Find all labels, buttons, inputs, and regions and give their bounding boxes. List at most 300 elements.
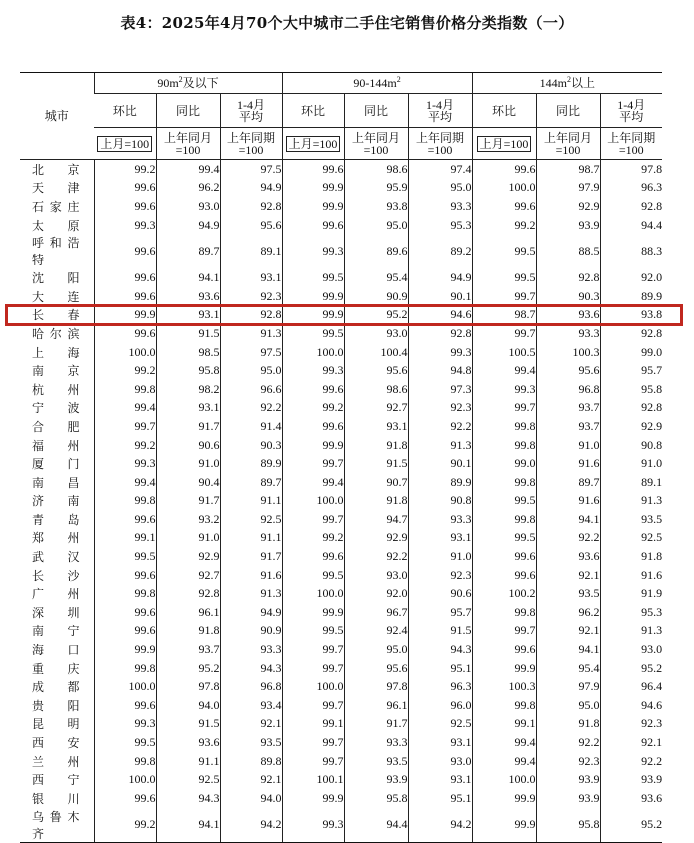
mom-base [282, 128, 344, 160]
index-value-cell: 99.7 [472, 287, 536, 306]
index-value-cell: 93.7 [536, 399, 600, 418]
index-value-cell: 99.4 [94, 399, 156, 418]
index-value-cell: 95.1 [408, 659, 472, 678]
yoy-base-line2: =100 [363, 142, 389, 157]
index-value-cell: 99.8 [94, 380, 156, 399]
index-value-cell: 93.3 [536, 324, 600, 343]
index-value-cell: 92.8 [408, 324, 472, 343]
index-value-cell: 99.6 [282, 160, 344, 179]
table-row [20, 343, 662, 362]
index-value-cell: 99.2 [94, 808, 156, 843]
index-value-cell: 100.0 [282, 343, 344, 362]
index-value-cell: 99.4 [94, 473, 156, 492]
index-value-cell: 92.8 [600, 197, 662, 216]
index-value-cell: 99.8 [472, 696, 536, 715]
index-value-cell: 99.4 [472, 361, 536, 380]
price-index-table [20, 72, 662, 843]
city-name-cell: 济南 [32, 494, 80, 509]
index-value-cell: 97.8 [156, 677, 220, 696]
city-name-cell: 西宁 [32, 773, 80, 788]
city-name-cell: 北京 [32, 162, 80, 177]
yoy-base-line2: =100 [555, 142, 581, 157]
index-value-cell: 92.8 [600, 324, 662, 343]
index-value-cell: 93.1 [408, 733, 472, 752]
index-value-cell: 92.2 [220, 399, 282, 418]
index-value-cell: 95.3 [408, 216, 472, 235]
index-value-cell: 99.5 [472, 234, 536, 268]
group-header-text: 90-144m [353, 76, 397, 90]
index-value-cell: 91.6 [600, 566, 662, 585]
index-value-cell: 89.6 [344, 234, 408, 268]
mom-base-label: 上月=100 [286, 136, 341, 152]
index-value-cell: 100.0 [94, 343, 156, 362]
index-value-cell: 95.6 [536, 361, 600, 380]
index-value-cell: 88.5 [536, 234, 600, 268]
index-value-cell: 98.2 [156, 380, 220, 399]
group-header-sup: 2 [566, 75, 571, 84]
index-value-cell: 99.2 [94, 436, 156, 455]
index-value-cell: 90.9 [344, 287, 408, 306]
group-header-sup: 2 [396, 75, 401, 84]
avg-base-line2: =100 [238, 142, 264, 157]
index-value-cell: 93.6 [600, 789, 662, 808]
index-value-cell: 99.3 [472, 380, 536, 399]
yoy-base [536, 128, 600, 160]
table-row [20, 268, 662, 287]
index-value-cell: 92.3 [536, 752, 600, 771]
city-name-cell: 太原 [32, 218, 80, 233]
city-name-cell: 石家庄 [32, 199, 80, 214]
city-name-cell: 银川 [32, 791, 80, 806]
index-value-cell: 98.7 [536, 160, 600, 179]
index-value-cell: 99.4 [156, 160, 220, 179]
index-value-cell: 99.3 [282, 361, 344, 380]
index-value-cell: 100.0 [94, 677, 156, 696]
index-value-cell: 93.6 [156, 287, 220, 306]
index-value-cell: 99.7 [282, 696, 344, 715]
index-value-cell: 96.2 [156, 179, 220, 198]
city-name-cell: 上海 [32, 345, 80, 360]
index-value-cell: 95.2 [156, 659, 220, 678]
index-value-cell: 89.9 [408, 473, 472, 492]
index-value-cell: 99.6 [472, 566, 536, 585]
index-value-cell: 91.3 [600, 492, 662, 511]
index-value-cell: 99.2 [282, 399, 344, 418]
index-value-cell: 97.5 [220, 160, 282, 179]
avg-header-line2: 平均 [428, 109, 453, 124]
index-value-cell: 91.0 [536, 436, 600, 455]
index-value-cell: 91.3 [408, 436, 472, 455]
index-value-cell: 93.3 [220, 640, 282, 659]
index-value-cell: 99.9 [282, 287, 344, 306]
index-value-cell: 91.5 [344, 454, 408, 473]
index-value-cell: 89.9 [600, 287, 662, 306]
table-row [20, 417, 662, 436]
index-value-cell: 96.3 [600, 179, 662, 198]
table-row [20, 510, 662, 529]
index-value-cell: 90.6 [408, 584, 472, 603]
yoy-base [156, 128, 220, 160]
index-value-cell: 92.9 [536, 197, 600, 216]
index-value-cell: 93.0 [408, 752, 472, 771]
yoy-base-line1: 上年同月 [544, 130, 593, 145]
city-name-cell: 大连 [32, 289, 80, 304]
index-value-cell: 99.2 [472, 216, 536, 235]
index-value-cell: 90.6 [156, 436, 220, 455]
table-row [20, 529, 662, 548]
index-value-cell: 99.6 [94, 179, 156, 198]
index-value-cell: 89.1 [220, 234, 282, 268]
index-value-cell: 95.0 [344, 640, 408, 659]
index-value-cell: 93.1 [344, 417, 408, 436]
index-value-cell: 99.6 [282, 380, 344, 399]
index-value-cell: 99.3 [282, 808, 344, 843]
index-value-cell: 94.1 [156, 808, 220, 843]
index-value-cell: 91.5 [156, 715, 220, 734]
index-value-cell: 100.0 [282, 492, 344, 511]
index-value-cell: 93.9 [344, 770, 408, 789]
index-value-cell: 99.7 [282, 510, 344, 529]
yoy-base-line1: 上年同月 [163, 130, 212, 145]
group-header-suffix: 以上 [570, 76, 595, 90]
table-row [20, 622, 662, 641]
index-value-cell: 94.3 [156, 789, 220, 808]
index-value-cell: 93.6 [156, 733, 220, 752]
index-value-cell: 93.9 [536, 789, 600, 808]
index-value-cell: 91.9 [600, 584, 662, 603]
index-value-cell: 91.7 [344, 715, 408, 734]
city-name-cell: 合肥 [32, 419, 80, 434]
city-name-cell: 青岛 [32, 512, 80, 527]
table-row [20, 160, 662, 179]
table-row [20, 179, 662, 198]
group-header-suffix: 及以下 [182, 76, 219, 90]
index-value-cell: 99.8 [472, 603, 536, 622]
index-value-cell: 94.2 [220, 808, 282, 843]
index-value-cell: 93.4 [220, 696, 282, 715]
table-row [20, 566, 662, 585]
index-value-cell: 94.4 [600, 216, 662, 235]
index-value-cell: 92.5 [220, 510, 282, 529]
index-value-cell: 99.9 [282, 179, 344, 198]
index-value-cell: 92.7 [344, 399, 408, 418]
city-name-cell: 天津 [32, 181, 80, 196]
index-value-cell: 89.9 [220, 454, 282, 473]
index-value-cell: 99.5 [472, 529, 536, 548]
index-value-cell: 90.9 [220, 622, 282, 641]
index-value-cell: 99.8 [94, 492, 156, 511]
index-value-cell: 95.2 [600, 808, 662, 843]
index-value-cell: 99.2 [94, 160, 156, 179]
index-value-cell: 99.8 [94, 584, 156, 603]
index-value-cell: 95.6 [344, 361, 408, 380]
index-value-cell: 99.0 [472, 454, 536, 473]
table-row [20, 733, 662, 752]
index-value-cell: 91.6 [536, 492, 600, 511]
index-value-cell: 100.2 [472, 584, 536, 603]
index-value-cell: 99.9 [282, 789, 344, 808]
index-value-cell: 94.0 [156, 696, 220, 715]
index-value-cell: 94.9 [220, 603, 282, 622]
avg-base-line2: =100 [618, 142, 644, 157]
index-value-cell: 91.4 [220, 417, 282, 436]
index-value-cell: 99.3 [94, 715, 156, 734]
index-value-cell: 91.8 [344, 492, 408, 511]
index-value-cell: 91.3 [600, 622, 662, 641]
index-value-cell: 92.3 [408, 399, 472, 418]
city-name-cell: 西安 [32, 736, 80, 751]
index-value-cell: 89.8 [220, 752, 282, 771]
index-value-cell: 91.1 [156, 752, 220, 771]
index-value-cell: 99.6 [472, 640, 536, 659]
avg-base [600, 128, 662, 160]
index-value-cell: 93.5 [536, 584, 600, 603]
index-value-cell: 91.7 [220, 547, 282, 566]
group-header-text: 90m [157, 76, 179, 90]
index-value-cell: 91.6 [536, 454, 600, 473]
avg-header [408, 94, 472, 128]
index-value-cell: 99.6 [282, 216, 344, 235]
index-value-cell: 94.9 [408, 268, 472, 287]
avg-base [220, 128, 282, 160]
yoy-header: 同比 [156, 94, 220, 128]
index-value-cell: 99.5 [94, 547, 156, 566]
table-row [20, 584, 662, 603]
index-value-cell: 99.8 [472, 473, 536, 492]
index-value-cell: 90.1 [408, 454, 472, 473]
index-value-cell: 100.4 [344, 343, 408, 362]
index-value-cell: 95.8 [600, 380, 662, 399]
index-value-cell: 99.6 [94, 696, 156, 715]
index-value-cell: 99.7 [472, 399, 536, 418]
table-row [20, 696, 662, 715]
table-row [20, 361, 662, 380]
index-value-cell: 92.2 [536, 529, 600, 548]
index-value-cell: 92.8 [220, 306, 282, 325]
index-value-cell: 99.6 [94, 234, 156, 268]
index-value-cell: 92.9 [156, 547, 220, 566]
index-value-cell: 92.1 [220, 770, 282, 789]
avg-header-line1: 1-4月 [426, 97, 455, 112]
index-value-cell: 95.3 [600, 603, 662, 622]
index-value-cell: 91.7 [156, 417, 220, 436]
index-value-cell: 99.4 [472, 733, 536, 752]
mom-base-label: 上月=100 [97, 136, 152, 152]
index-value-cell: 96.2 [536, 603, 600, 622]
index-value-cell: 92.5 [408, 715, 472, 734]
avg-base-line1: 上年同期 [607, 130, 656, 145]
index-value-cell: 99.2 [94, 361, 156, 380]
index-value-cell: 99.9 [282, 197, 344, 216]
index-value-cell: 90.3 [220, 436, 282, 455]
index-value-cell: 95.8 [156, 361, 220, 380]
index-value-cell: 99.8 [472, 436, 536, 455]
table-row [20, 770, 662, 789]
mom-header: 环比 [472, 94, 536, 128]
index-value-cell: 99.7 [282, 454, 344, 473]
table-row [20, 547, 662, 566]
city-name-cell: 昆明 [32, 717, 80, 732]
index-value-cell: 97.8 [600, 160, 662, 179]
index-value-cell: 96.8 [536, 380, 600, 399]
index-value-cell: 90.4 [156, 473, 220, 492]
city-name-cell: 长春 [32, 308, 80, 323]
table-row [20, 436, 662, 455]
index-value-cell: 92.4 [344, 622, 408, 641]
index-value-cell: 93.0 [600, 640, 662, 659]
index-value-cell: 98.6 [344, 160, 408, 179]
index-value-cell: 92.2 [408, 417, 472, 436]
avg-base-line1: 上年同期 [416, 130, 465, 145]
index-value-cell: 91.7 [156, 492, 220, 511]
index-value-cell: 94.8 [408, 361, 472, 380]
city-name-cell: 呼和浩特 [32, 236, 80, 268]
index-value-cell: 96.3 [408, 677, 472, 696]
index-value-cell: 99.6 [472, 547, 536, 566]
table-row [20, 677, 662, 696]
index-value-cell: 91.0 [408, 547, 472, 566]
index-value-cell: 93.3 [408, 510, 472, 529]
index-value-cell: 99.0 [600, 343, 662, 362]
index-value-cell: 99.3 [94, 216, 156, 235]
table-row [20, 715, 662, 734]
index-value-cell: 99.8 [94, 659, 156, 678]
table-body [20, 160, 662, 843]
index-value-cell: 92.1 [220, 715, 282, 734]
index-value-cell: 92.2 [536, 733, 600, 752]
table-row [20, 752, 662, 771]
index-value-cell: 100.1 [282, 770, 344, 789]
index-value-cell: 99.6 [94, 287, 156, 306]
index-value-cell: 96.0 [408, 696, 472, 715]
index-value-cell: 92.7 [156, 566, 220, 585]
index-value-cell: 99.7 [282, 733, 344, 752]
index-value-cell: 99.6 [94, 510, 156, 529]
index-value-cell: 90.7 [344, 473, 408, 492]
table-header [20, 73, 662, 160]
index-value-cell: 96.8 [220, 677, 282, 696]
index-value-cell: 99.6 [282, 547, 344, 566]
index-value-cell: 99.6 [94, 268, 156, 287]
index-value-cell: 93.1 [156, 399, 220, 418]
index-value-cell: 99.7 [472, 622, 536, 641]
city-name-cell: 武汉 [32, 550, 80, 565]
index-value-cell: 92.2 [344, 547, 408, 566]
index-value-cell: 99.8 [94, 752, 156, 771]
index-value-cell: 99.7 [282, 640, 344, 659]
index-value-cell: 99.6 [94, 622, 156, 641]
table-row [20, 454, 662, 473]
index-value-cell: 95.0 [220, 361, 282, 380]
index-value-cell: 95.4 [344, 268, 408, 287]
index-value-cell: 94.6 [600, 696, 662, 715]
city-name-cell: 长沙 [32, 568, 80, 583]
index-value-cell: 99.6 [94, 789, 156, 808]
index-value-cell: 93.7 [156, 640, 220, 659]
index-value-cell: 93.9 [536, 216, 600, 235]
avg-header [220, 94, 282, 128]
index-value-cell: 92.1 [536, 566, 600, 585]
index-value-cell: 93.2 [156, 510, 220, 529]
index-value-cell: 100.3 [536, 343, 600, 362]
index-value-cell: 92.9 [600, 417, 662, 436]
index-value-cell: 91.8 [600, 547, 662, 566]
index-value-cell: 99.3 [282, 234, 344, 268]
index-value-cell: 94.3 [408, 640, 472, 659]
table-row [20, 287, 662, 306]
index-value-cell: 92.2 [600, 752, 662, 771]
index-value-cell: 89.2 [408, 234, 472, 268]
index-value-cell: 92.9 [344, 529, 408, 548]
index-value-cell: 99.4 [282, 473, 344, 492]
city-name-cell: 海口 [32, 643, 80, 658]
index-value-cell: 97.8 [344, 677, 408, 696]
index-value-cell: 91.0 [156, 529, 220, 548]
index-value-cell: 91.5 [156, 324, 220, 343]
index-value-cell: 94.1 [536, 510, 600, 529]
index-value-cell: 91.0 [600, 454, 662, 473]
index-value-cell: 99.1 [472, 715, 536, 734]
city-name-cell: 成都 [32, 680, 80, 695]
index-value-cell: 91.8 [536, 715, 600, 734]
city-name-cell: 贵阳 [32, 698, 80, 713]
table-row [20, 603, 662, 622]
index-value-cell: 89.7 [156, 234, 220, 268]
index-value-cell: 93.7 [536, 417, 600, 436]
group-header-text: 144m [539, 76, 567, 90]
index-value-cell: 93.1 [220, 268, 282, 287]
index-value-cell: 99.5 [282, 566, 344, 585]
index-value-cell: 99.6 [282, 417, 344, 436]
index-value-cell: 91.3 [220, 584, 282, 603]
index-value-cell: 92.8 [220, 197, 282, 216]
avg-header-line1: 1-4月 [237, 97, 265, 112]
city-name-cell: 深圳 [32, 605, 80, 620]
index-value-cell: 99.8 [472, 417, 536, 436]
table-row [20, 234, 662, 268]
index-value-cell: 100.0 [472, 179, 536, 198]
index-value-cell: 93.5 [220, 733, 282, 752]
index-value-cell: 99.1 [94, 529, 156, 548]
mom-header: 环比 [94, 94, 156, 128]
index-value-cell: 93.6 [536, 547, 600, 566]
index-value-cell: 93.5 [344, 752, 408, 771]
index-value-cell: 92.1 [600, 733, 662, 752]
index-value-cell: 90.3 [536, 287, 600, 306]
index-value-cell: 99.6 [94, 197, 156, 216]
index-value-cell: 95.8 [536, 808, 600, 843]
index-value-cell: 99.9 [282, 436, 344, 455]
city-name-cell: 福州 [32, 438, 80, 453]
index-value-cell: 93.6 [536, 306, 600, 325]
index-value-cell: 94.3 [220, 659, 282, 678]
city-name-cell: 沈阳 [32, 271, 80, 286]
index-value-cell: 94.1 [156, 268, 220, 287]
index-value-cell: 94.4 [344, 808, 408, 843]
index-value-cell: 92.0 [344, 584, 408, 603]
index-value-cell: 94.0 [220, 789, 282, 808]
index-value-cell: 99.6 [94, 603, 156, 622]
index-value-cell: 95.7 [600, 361, 662, 380]
group-header-large [472, 73, 662, 94]
index-value-cell: 99.7 [282, 752, 344, 771]
index-value-cell: 95.8 [344, 789, 408, 808]
index-value-cell: 95.0 [344, 216, 408, 235]
index-value-cell: 95.2 [600, 659, 662, 678]
index-value-cell: 99.9 [282, 306, 344, 325]
table-row [20, 399, 662, 418]
index-value-cell: 98.5 [156, 343, 220, 362]
